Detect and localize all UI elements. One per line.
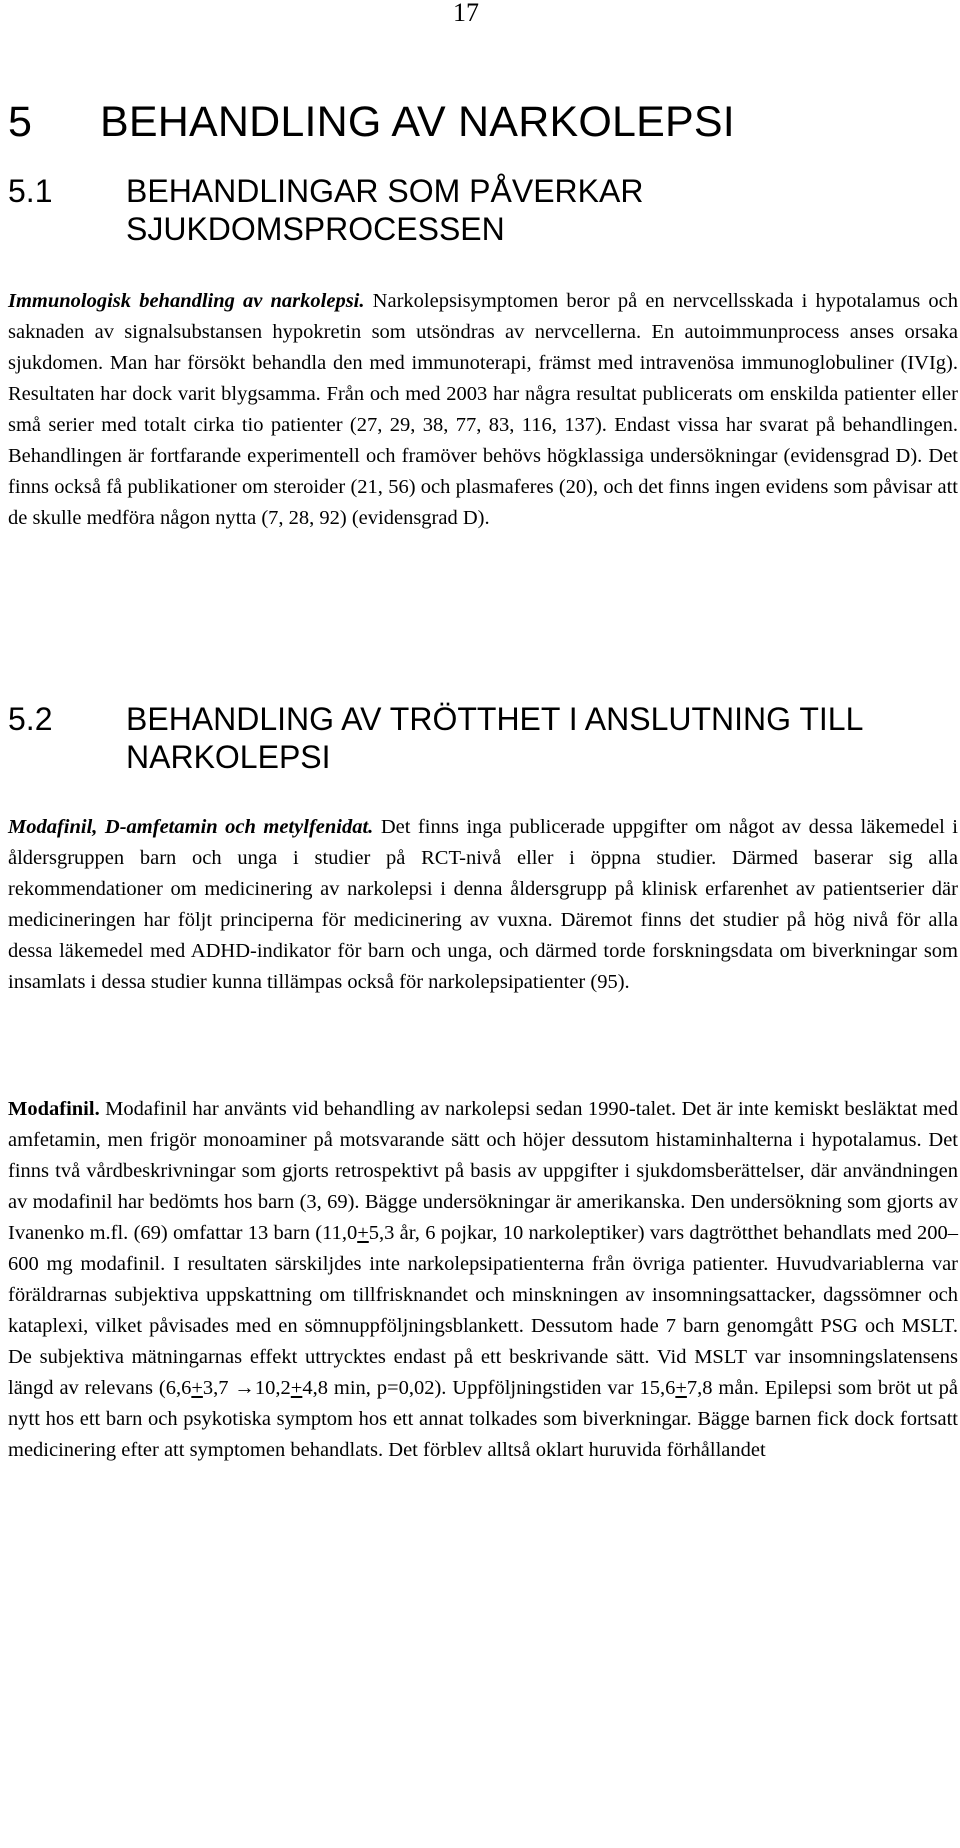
chapter-heading (8, 98, 735, 146)
paragraph-body-part5: 7,8 mån. Epilepsi som bröt ut på nytt hos ett barn och psykotiska symptom hos ett annat tolkades som biverkningar. Bägge barnen fick dock fortsatt medicinering efter att symptomen behandlats. Det förblev alltså oklart huruvida förhållandet (8, 1377, 958, 1461)
paragraph-body-part2: 5,3 år, 6 pojkar, 10 narkoleptiker) vars dagtrötthet behandlats med 200–600 mg modafinil. I resultaten särskiljdes inte narkolepsipatienterna från övriga patienter. Huvudvariablerna var föräldrarnas subjektiva uppskattning om tillfrisknandet och minskningen av insomningsattacker, dagssömner och kataplexi, vilket påvisades med en sömnuppföljningsblankett. Dessutom hade 7 barn genomgått PSG och MSLT. De subjektiva mätningarnas effekt uttrycktes endast på ett beskrivande sätt. Vid MSLT var insomningslatensens längd av relevans (6,6 (8, 1222, 958, 1399)
plus-minus-sign: + (675, 1377, 687, 1399)
chapter-number: 5 (8, 98, 33, 146)
paragraph-modafinil (8, 1094, 958, 1466)
paragraph-body-part4: 4,8 min, p=0,02). Uppföljningstiden var 15,6 (302, 1377, 676, 1399)
plus-minus-sign: + (290, 1377, 303, 1399)
section-title-line2: NARKOLEPSI (126, 739, 331, 775)
paragraph-lead: Modafinil. (8, 1098, 100, 1120)
paragraph-modafinil-group (8, 812, 958, 998)
paragraph-lead: Modafinil, D-amfetamin och metylfenidat. (8, 816, 374, 838)
section-heading-5-2 (8, 700, 863, 776)
section-number: 5.1 (8, 173, 53, 209)
page-number: 17 (453, 0, 479, 27)
paragraph-body-part3: 3,7 →10,2 (202, 1377, 291, 1399)
paragraph-body: Det finns inga publicerade uppgifter om något av dessa läkemedel i åldersgruppen barn och unga i studier på RCT-nivå eller i öppna studier. Därmed baserar sig alla rekommendationer om medicinering av narkolepsi i denna åldersgrupp på klinisk erfarenhet av patientserier där medicineringen har följt principerna för medicinering av vuxna. Däremot finns det studier på hög nivå för alla dessa läkemedel med ADHD-indikator för barn och unga, och därmed torde forskningsdata om biverkningar som insamlats i dessa studier kunna tillämpas också för narkolepsipatienter (95). (8, 816, 958, 993)
section-heading-5-1 (8, 172, 643, 248)
section-number: 5.2 (8, 701, 53, 737)
chapter-title: BEHANDLING AV NARKOLEPSI (100, 98, 735, 146)
section-title-line1: BEHANDLING AV TRÖTTHET I ANSLUTNING TILL (126, 701, 864, 737)
paragraph-lead: Immunologisk behandling av narkolepsi. (8, 290, 365, 312)
section-title-line2: SJUKDOMSPROCESSEN (126, 211, 505, 247)
paragraph-immunologisk (8, 286, 958, 534)
paragraph-body-part1: Modafinil har använts vid behandling av narkolepsi sedan 1990-talet. Det är inte kemiskt besläktat med amfetamin, men frigör monoaminer på motsvarande sätt och höjer dessutom histaminhalterna i hypotalamus. Det finns två vårdbeskrivningar som gjorts retrospektivt på basis av uppgifter i sjukdomsberättelser, där användningen av modafinil har bedömts hos barn (3, 69). Bägge undersökningar är amerikanska. Den undersökning som gjorts av Ivanenko m.fl. (69) omfattar 13 barn (11,0 (8, 1098, 958, 1244)
plus-minus-sign: + (357, 1222, 369, 1244)
section-title-line1: BEHANDLINGAR SOM PÅVERKAR (126, 173, 644, 209)
plus-minus-sign: + (191, 1377, 203, 1399)
paragraph-body: Narkolepsisymptomen beror på en nervcellsskada i hypotalamus och saknaden av signalsubstansen hypokretin som utsöndras av nervcellerna. En autoimmunprocess anses orsaka sjukdomen. Man har försökt behandla den med immunoterapi, främst med intravenösa immunoglobuliner (IVIg). Resultaten har dock varit blygsamma. Från och med 2003 har några resultat publicerats om enskilda patienter eller små serier med totalt cirka tio patienter (27, 29, 38, 77, 83, 116, 137). Endast vissa har svarat på behandlingen. Behandlingen är fortfarande experimentell och framöver behövs högklassiga undersökningar (evidensgrad D). Det finns också få publikationer om steroider (21, 56) och plasmaferes (20), och det finns ingen evidens som påvisar att de skulle medföra någon nytta (7, 28, 92) (evidensgrad D). (8, 290, 958, 529)
